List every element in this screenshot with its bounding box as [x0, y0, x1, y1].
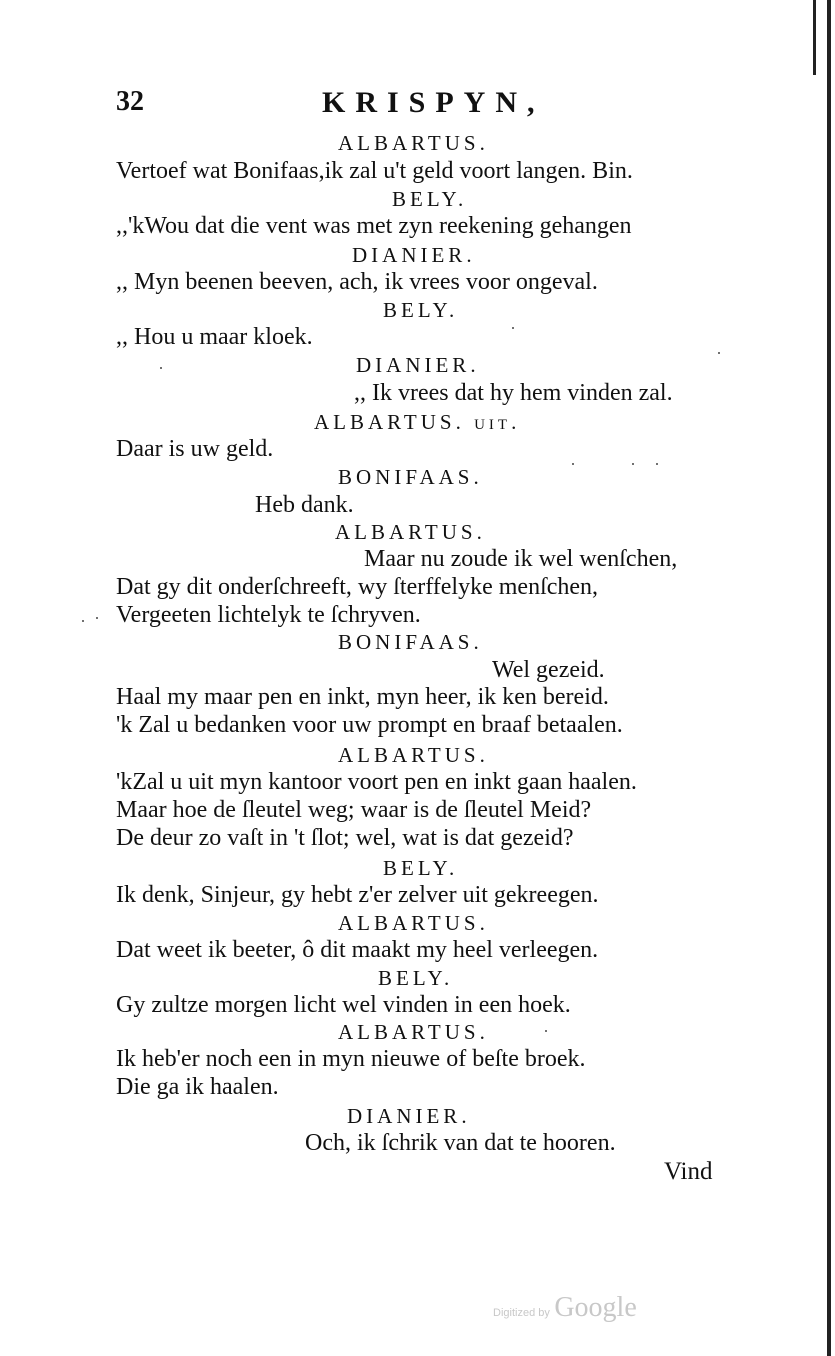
- page-edge-shadow: [827, 0, 831, 1356]
- verse-line: Heb dank.: [255, 492, 354, 518]
- verse-line: ,, Hou u maar kloek.: [116, 324, 313, 350]
- page-edge-shadow: [813, 0, 816, 75]
- paper-speck: [82, 620, 84, 622]
- verse-line: Maar hoe de ſleutel weg; waar is de ſleutel Meid?: [116, 797, 592, 823]
- page-number: 32: [116, 86, 144, 117]
- digitized-watermark: [493, 1292, 637, 1324]
- speaker-heading: ALBARTUS. uit.: [314, 410, 521, 434]
- verse-line: De deur zo vaſt in 't ſlot; wel, wat is dat gezeid?: [116, 825, 574, 851]
- verse-line: 'k Zal u bedanken voor uw prompt en braaf betaalen.: [116, 712, 623, 738]
- paper-speck: [160, 367, 162, 369]
- verse-line: ,, Ik vrees dat hy hem vinden zal.: [354, 380, 673, 406]
- speaker-heading: ALBARTUS.: [335, 520, 486, 544]
- verse-line: Dat weet ik beeter, ô dit maakt my heel verleegen.: [116, 937, 599, 963]
- speaker-heading: ALBARTUS.: [338, 131, 489, 155]
- google-logo: Google: [554, 1292, 637, 1323]
- speaker-heading: BELY.: [383, 856, 459, 880]
- paper-speck: [656, 463, 658, 465]
- verse-line: Och, ik ſchrik van dat te hooren.: [305, 1130, 616, 1156]
- verse-line: 'kZal u uit myn kantoor voort pen en inkt gaan haalen.: [116, 769, 637, 795]
- running-title: KRISPYN,: [322, 86, 545, 119]
- verse-line: Daar is uw geld.: [116, 436, 274, 462]
- paper-speck: [632, 463, 634, 465]
- speaker-heading: BONIFAAS.: [338, 630, 483, 654]
- paper-speck: [512, 327, 514, 329]
- paper-speck: [718, 352, 720, 354]
- paper-speck: [96, 617, 98, 619]
- verse-line: ,, Myn beenen beeven, ach, ik vrees voor ongeval.: [116, 269, 598, 295]
- speaker-heading: BELY.: [378, 966, 454, 990]
- verse-line: Ik heb'er noch een in myn nieuwe of beſte broek.: [116, 1046, 586, 1072]
- paper-speck: [545, 1030, 547, 1032]
- speaker-heading: ALBARTUS.: [338, 743, 489, 767]
- verse-line: Vergeeten lichtelyk te ſchryven.: [116, 602, 421, 628]
- verse-line: Maar nu zoude ik wel wenſchen,: [364, 546, 678, 572]
- speaker-heading: DIANIER.: [347, 1104, 471, 1128]
- verse-line: Vertoef wat Bonifaas,ik zal u't geld voort langen. Bin.: [116, 158, 633, 184]
- watermark-prefix: Digitized by: [493, 1307, 550, 1319]
- verse-line: Gy zultze morgen licht wel vinden in een hoek.: [116, 992, 571, 1018]
- verse-line: Die ga ik haalen.: [116, 1074, 279, 1100]
- verse-line: Dat gy dit onderſchreeft, wy ſterffelyke menſchen,: [116, 574, 599, 600]
- catchword: Vind: [664, 1158, 713, 1185]
- paper-speck: [572, 463, 574, 465]
- speaker-heading: BONIFAAS.: [338, 465, 483, 489]
- verse-line: ,,'kWou dat die vent was met zyn reekening gehangen: [116, 213, 632, 239]
- speaker-heading: BELY.: [392, 187, 468, 211]
- speaker-heading: ALBARTUS.: [338, 1020, 489, 1044]
- verse-line: Ik denk, Sinjeur, gy hebt z'er zelver uit gekreegen.: [116, 882, 599, 908]
- speaker-heading: DIANIER.: [356, 353, 480, 377]
- speaker-heading: ALBARTUS.: [338, 911, 489, 935]
- speaker-heading: DIANIER.: [352, 243, 476, 267]
- speaker-heading: BELY.: [383, 298, 459, 322]
- verse-line: Wel gezeid.: [492, 657, 605, 683]
- verse-line: Haal my maar pen en inkt, myn heer, ik ken bereid.: [116, 684, 609, 710]
